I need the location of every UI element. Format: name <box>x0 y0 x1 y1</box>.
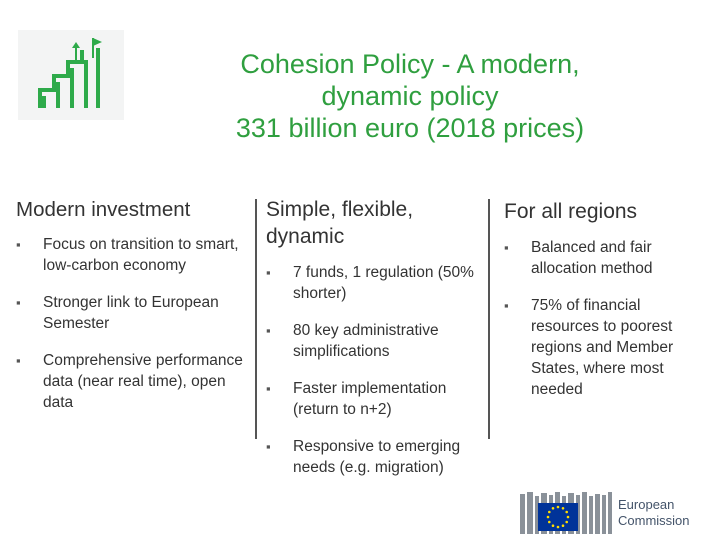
bullet-list <box>16 234 251 413</box>
column-heading: Simple, flexible, dynamic <box>266 198 414 248</box>
list-item: ▪ 7 funds, 1 regulation (50% shorter) <box>266 262 476 304</box>
column-heading: Modern investment <box>16 198 191 221</box>
wordmark-line-1: European <box>618 497 675 512</box>
column-heading: For all regions <box>504 200 638 223</box>
title-line-3: 331 billion euro (2018 prices) <box>235 113 585 143</box>
wordmark-line-2: Commission <box>618 513 690 528</box>
column-modern-investment <box>16 196 251 429</box>
stairs-flag-icon <box>18 30 124 120</box>
column-simple-flexible <box>266 196 476 494</box>
list-item: ▪ Focus on transition to smart, low-carbon economy <box>16 234 251 276</box>
list-item: ▪ 80 key administrative simplifications <box>266 320 476 362</box>
bullet-list <box>266 262 476 478</box>
title-line-2: dynamic policy <box>321 81 499 111</box>
slide-title <box>130 48 690 144</box>
column-divider <box>255 199 257 439</box>
list-item: ▪ Stronger link to European Semester <box>16 292 251 334</box>
list-item: ▪ Faster implementation (return to n+2) <box>266 378 476 420</box>
european-commission-wordmark <box>618 497 690 529</box>
column-all-regions <box>504 196 704 416</box>
title-line-1: Cohesion Policy - A modern, <box>240 49 580 79</box>
list-item: ▪ Comprehensive performance data (near real time), open data <box>16 350 251 413</box>
list-item: ▪ Responsive to emerging needs (e.g. migration) <box>266 436 476 478</box>
bullet-list <box>504 237 704 400</box>
list-item: ▪ Balanced and fair allocation method <box>504 237 704 279</box>
list-item: ▪ 75% of financial resources to poorest regions and Member States, where most needed <box>504 295 704 400</box>
column-divider <box>488 199 490 439</box>
